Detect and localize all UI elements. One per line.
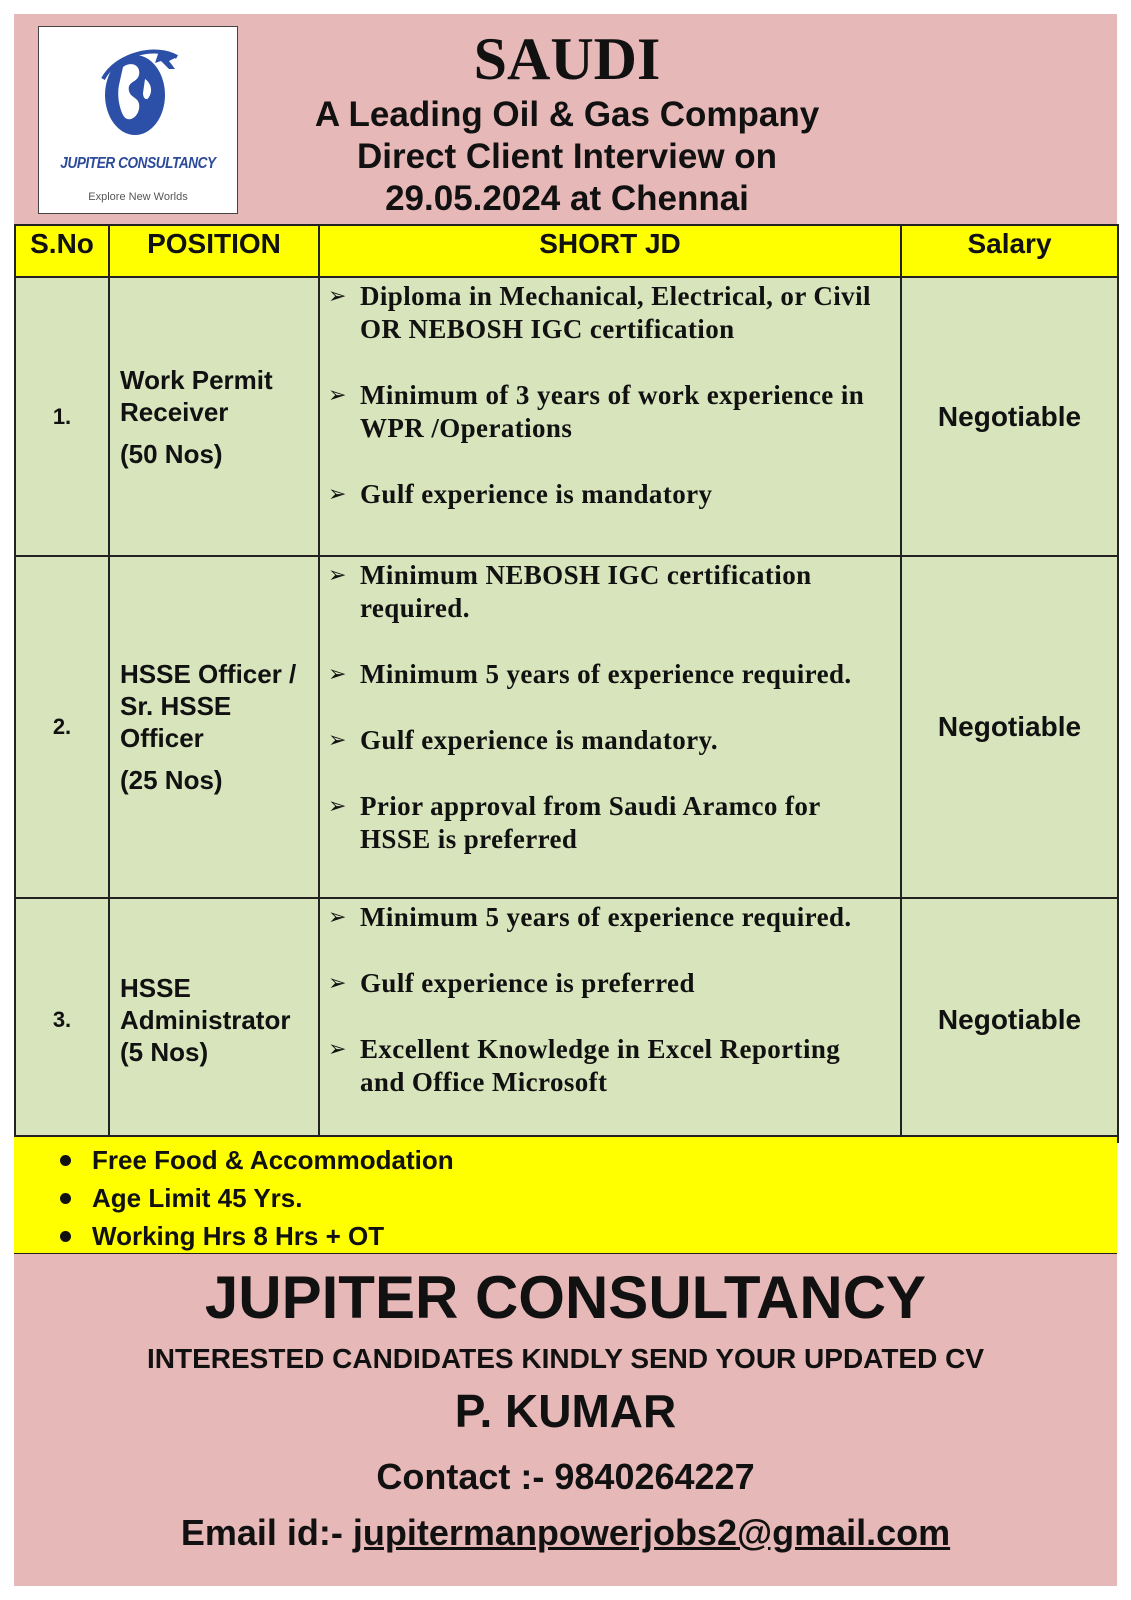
table-row <box>15 277 1118 556</box>
position-count: (5 Nos) <box>120 1037 209 1067</box>
position-count: (25 Nos) <box>120 765 223 795</box>
benefits-list <box>14 1135 1117 1255</box>
arrow-bullet-icon: ➢ <box>328 662 347 687</box>
jd-bullet: ➢ Minimum 5 years of experience required. <box>328 659 852 689</box>
contact-person: P. KUMAR <box>454 1385 677 1437</box>
logo-tagline: Explore New Worlds <box>88 191 188 203</box>
call-to-action: INTERESTED CANDIDATES KINDLY SEND YOUR UPDATED CV <box>147 1343 984 1374</box>
country-title: SAUDI <box>473 26 661 92</box>
list-item: Free Food & Accommodation <box>14 1141 1117 1179</box>
jd-bullet: ➢ Excellent Knowledge in Excel Reporting and Office Microsoft <box>328 1034 841 1097</box>
row-position <box>109 898 319 1142</box>
table-row <box>15 898 1118 1142</box>
jd-bullet: ➢ Diploma in Mechanical, Electrical, or Civil OR NEBOSH IGC certification <box>328 281 871 344</box>
bullet-dot-icon <box>60 1231 71 1242</box>
footer-contact <box>14 1254 1117 1586</box>
jd-bullet: ➢ Minimum NEBOSH IGC certification required. <box>328 560 812 623</box>
column-header-sno: S.No <box>15 225 109 277</box>
position-title: Work Permit Receiver <box>120 364 273 427</box>
interview-type: Direct Client Interview on <box>356 137 778 176</box>
logo-company-name: JUPITER CONSULTANCY <box>60 155 216 172</box>
position-title: HSSE Officer / Sr. HSSE Officer <box>120 659 297 753</box>
positions-table <box>14 224 1119 1143</box>
interview-date-location: 29.05.2024 at Chennai <box>385 179 749 218</box>
jd-bullet: ➢ Minimum of 3 years of work experience in WPR /Operations <box>328 380 865 443</box>
company-logo <box>38 26 238 214</box>
footer-company-name: JUPITER CONSULTANCY <box>204 1264 927 1331</box>
email-label: Email id:- <box>180 1512 353 1553</box>
row-short-jd <box>319 556 901 898</box>
arrow-bullet-icon: ➢ <box>328 383 347 408</box>
jd-bullet: ➢ Gulf experience is mandatory. <box>328 725 719 755</box>
email-link[interactable]: jupitermanpowerjobs2@gmail.com <box>352 1512 951 1553</box>
position-count: (50 Nos) <box>120 438 223 469</box>
row-salary: Negotiable <box>901 898 1118 1142</box>
row-salary: Negotiable <box>901 556 1118 898</box>
table-row <box>15 556 1118 898</box>
company-description: A Leading Oil & Gas Company <box>314 95 820 134</box>
row-sno: 1. <box>15 277 109 556</box>
list-item: Working Hrs 8 Hrs + OT <box>14 1217 1117 1255</box>
jd-bullet: ➢ Gulf experience is preferred <box>328 968 695 998</box>
contact-label: Contact :- <box>376 1456 555 1497</box>
arrow-bullet-icon: ➢ <box>328 1037 347 1062</box>
contact-phone <box>14 1454 1117 1500</box>
row-sno: 3. <box>15 898 109 1142</box>
position-title: HSSE Administrator <box>120 973 291 1035</box>
row-position <box>109 277 319 556</box>
arrow-bullet-icon: ➢ <box>328 971 347 996</box>
row-sno: 2. <box>15 556 109 898</box>
row-salary: Negotiable <box>901 277 1118 556</box>
phone-number: 9840264227 <box>554 1456 755 1497</box>
column-header-position: POSITION <box>109 225 319 277</box>
row-short-jd <box>319 898 901 1142</box>
column-header-short-jd: SHORT JD <box>319 225 901 277</box>
arrow-bullet-icon: ➢ <box>328 563 347 588</box>
arrow-bullet-icon: ➢ <box>328 284 347 309</box>
arrow-bullet-icon: ➢ <box>328 794 347 819</box>
contact-email <box>14 1510 1117 1556</box>
arrow-bullet-icon: ➢ <box>328 482 347 507</box>
header-banner <box>14 14 1117 226</box>
bullet-dot-icon <box>60 1155 71 1166</box>
row-position <box>109 556 319 898</box>
bullet-dot-icon <box>60 1193 71 1204</box>
globe-airplane-icon <box>97 39 181 149</box>
arrow-bullet-icon: ➢ <box>328 728 347 753</box>
arrow-bullet-icon: ➢ <box>328 905 347 930</box>
row-short-jd <box>319 277 901 556</box>
jd-bullet: ➢ Minimum 5 years of experience required. <box>328 902 852 932</box>
column-header-salary: Salary <box>901 225 1118 277</box>
jd-bullet: ➢ Prior approval from Saudi Aramco for HSSE is preferred <box>328 791 821 854</box>
table-header-row <box>15 225 1118 277</box>
list-item: Age Limit 45 Yrs. <box>14 1179 1117 1217</box>
jd-bullet: ➢ Gulf experience is mandatory <box>328 479 713 509</box>
